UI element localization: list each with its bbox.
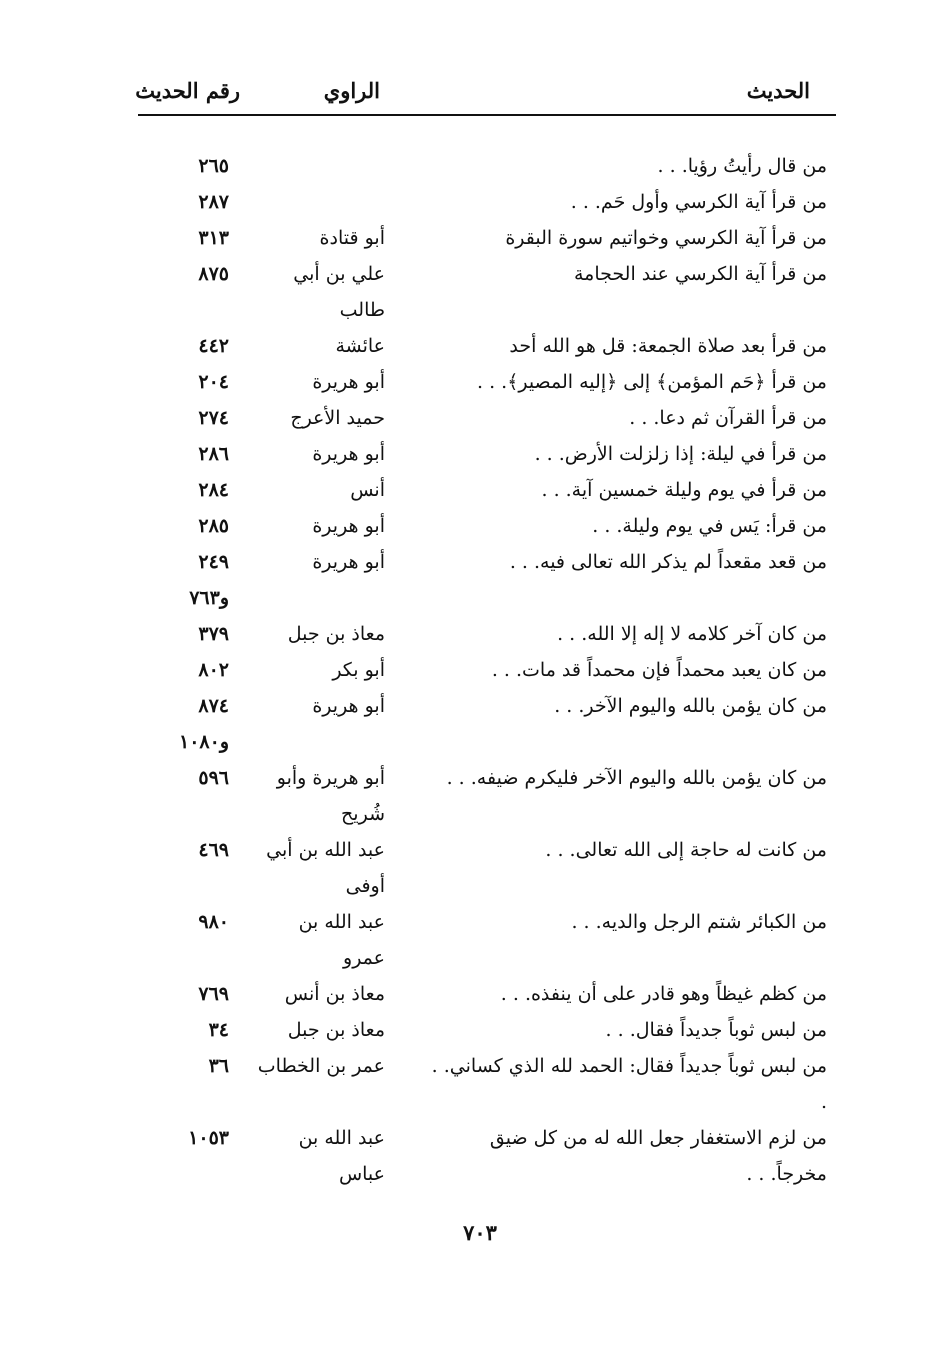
hadith-number: ٢٨٤ bbox=[198, 479, 229, 501]
hadith-text: من قرأ في يوم وليلة خمسين آية. . . bbox=[541, 479, 827, 501]
table-row bbox=[0, 184, 951, 220]
column-header-hadith: الحديث bbox=[746, 78, 810, 103]
hadith-text: من قرأ ﴿حَم المؤمن﴾ إلى ﴿إليه المصير﴾. . . bbox=[477, 371, 827, 393]
hadith-number: ٣٤ bbox=[208, 1019, 229, 1041]
hadith-number: ٣٧٩ bbox=[198, 623, 229, 645]
hadith-number: ١٠٥٣ bbox=[188, 1127, 229, 1149]
table-header bbox=[135, 78, 838, 112]
hadith-number: ٤٦٩ bbox=[198, 839, 229, 861]
hadith-number: ٤٤٢ bbox=[198, 335, 229, 357]
hadith-text: من كان يؤمن بالله واليوم الآخر فليكرم ضيفه. . . bbox=[446, 767, 827, 789]
hadith-number-continued: و١٠٨٠ bbox=[178, 731, 229, 753]
narrator-name: أنس bbox=[350, 479, 385, 501]
table-row bbox=[0, 328, 951, 364]
table-row bbox=[0, 544, 951, 616]
narrator-name: معاذ بن أنس bbox=[284, 983, 385, 1005]
hadith-text: من لزم الاستغفار جعل الله له من كل ضيق مخرجاً. . . bbox=[489, 1127, 827, 1185]
hadith-number: ٢٨٦ bbox=[198, 443, 229, 465]
hadith-text: من قرأ في ليلة: إذا زلزلت الأرض. . . bbox=[534, 443, 827, 465]
hadith-number: ٢٨٥ bbox=[198, 515, 229, 537]
hadith-text: من قرأ القرآن ثم دعا. . . bbox=[629, 407, 827, 429]
hadith-number: ٢٨٧ bbox=[198, 191, 229, 213]
header-divider bbox=[138, 114, 836, 116]
narrator-name: معاذ بن جبل bbox=[287, 623, 385, 645]
hadith-text: من الكبائر شتم الرجل والديه. . . bbox=[571, 911, 827, 933]
table-row bbox=[0, 472, 951, 508]
hadith-text: من قرأ آية الكرسي وأول حَم. . . bbox=[570, 191, 827, 213]
narrator-name: عبد الله بن أبي أوفى bbox=[266, 839, 385, 897]
hadith-text: من كان يعبد محمداً فإن محمداً قد مات. . . bbox=[491, 659, 827, 681]
column-header-number: رقم الحديث bbox=[135, 78, 240, 103]
column-header-narrator: الراوي bbox=[323, 78, 380, 103]
table-row bbox=[0, 616, 951, 652]
narrator-name: معاذ بن جبل bbox=[287, 1019, 385, 1041]
hadith-number: ٩٨٠ bbox=[198, 911, 229, 933]
table-row bbox=[0, 904, 951, 976]
hadith-number: ٢٦٥ bbox=[198, 155, 229, 177]
narrator-name: أبو هريرة bbox=[312, 551, 385, 573]
hadith-text: من قرأ: يَس في يوم وليلة. . . bbox=[592, 515, 827, 537]
table-row bbox=[0, 508, 951, 544]
page-number: ٧٠٣ bbox=[463, 1220, 497, 1245]
hadith-text: من قال رأيتُ رؤيا. . . bbox=[657, 155, 827, 177]
hadith-text: من كان يؤمن بالله واليوم الآخر. . . bbox=[554, 695, 827, 717]
table-row bbox=[0, 436, 951, 472]
table-row bbox=[0, 364, 951, 400]
hadith-text: من كانت له حاجة إلى الله تعالى. . . bbox=[545, 839, 827, 861]
narrator-name: أبو هريرة bbox=[312, 371, 385, 393]
table-row bbox=[0, 400, 951, 436]
table-row bbox=[0, 1048, 951, 1120]
narrator-name: حميد الأعرج bbox=[290, 407, 385, 429]
hadith-text: من لبس ثوباً جديداً فقال. . . bbox=[605, 1019, 827, 1041]
table-row bbox=[0, 256, 951, 328]
hadith-number: ٨٠٢ bbox=[198, 659, 229, 681]
table-row bbox=[0, 832, 951, 904]
narrator-name: علي بن أبي طالب bbox=[293, 263, 385, 321]
hadith-text: من كان آخر كلامه لا إله إلا الله. . . bbox=[557, 623, 827, 645]
hadith-number: ٣٦ bbox=[208, 1055, 229, 1077]
table-row bbox=[0, 976, 951, 1012]
hadith-text: من قرأ بعد صلاة الجمعة: قل هو الله أحد bbox=[509, 335, 827, 357]
hadith-number: ٥٩٦ bbox=[198, 767, 229, 789]
hadith-number: ٢٠٤ bbox=[198, 371, 229, 393]
hadith-text: من كظم غيظاً وهو قادر على أن ينفذه. . . bbox=[500, 983, 827, 1005]
table-row bbox=[0, 688, 951, 760]
narrator-name: أبو قتادة bbox=[319, 227, 385, 249]
table-row bbox=[0, 652, 951, 688]
narrator-name: أبو هريرة bbox=[312, 695, 385, 717]
hadith-text: من قعد مقعداً لم يذكر الله تعالى فيه. . . bbox=[509, 551, 827, 573]
hadith-text: من قرأ آية الكرسي عند الحجامة bbox=[573, 263, 827, 285]
hadith-table bbox=[0, 148, 951, 1192]
table-row bbox=[0, 1120, 951, 1192]
hadith-number: ٢٤٩ bbox=[198, 551, 229, 573]
hadith-number: ٨٧٤ bbox=[198, 695, 229, 717]
hadith-text: من لبس ثوباً جديداً فقال: الحمد لله الذي كساني. . . bbox=[431, 1055, 827, 1113]
narrator-name: أبو هريرة bbox=[312, 515, 385, 537]
narrator-name: عبد الله بن عباس bbox=[298, 1127, 385, 1185]
hadith-number: ٨٧٥ bbox=[198, 263, 229, 285]
hadith-number: ٧٦٩ bbox=[198, 983, 229, 1005]
hadith-number-continued: و٧٦٣ bbox=[189, 587, 229, 609]
table-row bbox=[0, 1012, 951, 1048]
narrator-name: عائشة bbox=[335, 335, 385, 357]
hadith-number: ٢٧٤ bbox=[198, 407, 229, 429]
table-row bbox=[0, 148, 951, 184]
table-row bbox=[0, 760, 951, 832]
narrator-name: أبو هريرة bbox=[312, 443, 385, 465]
narrator-name: أبو بكر bbox=[332, 659, 385, 681]
narrator-name: عبد الله بن عمرو bbox=[298, 911, 385, 969]
hadith-text: من قرأ آية الكرسي وخواتيم سورة البقرة bbox=[505, 227, 827, 249]
hadith-number: ٣١٣ bbox=[198, 227, 229, 249]
narrator-name: عمر بن الخطاب bbox=[257, 1055, 385, 1077]
narrator-name: أبو هريرة وأبو شُريح bbox=[276, 767, 385, 825]
table-row bbox=[0, 220, 951, 256]
